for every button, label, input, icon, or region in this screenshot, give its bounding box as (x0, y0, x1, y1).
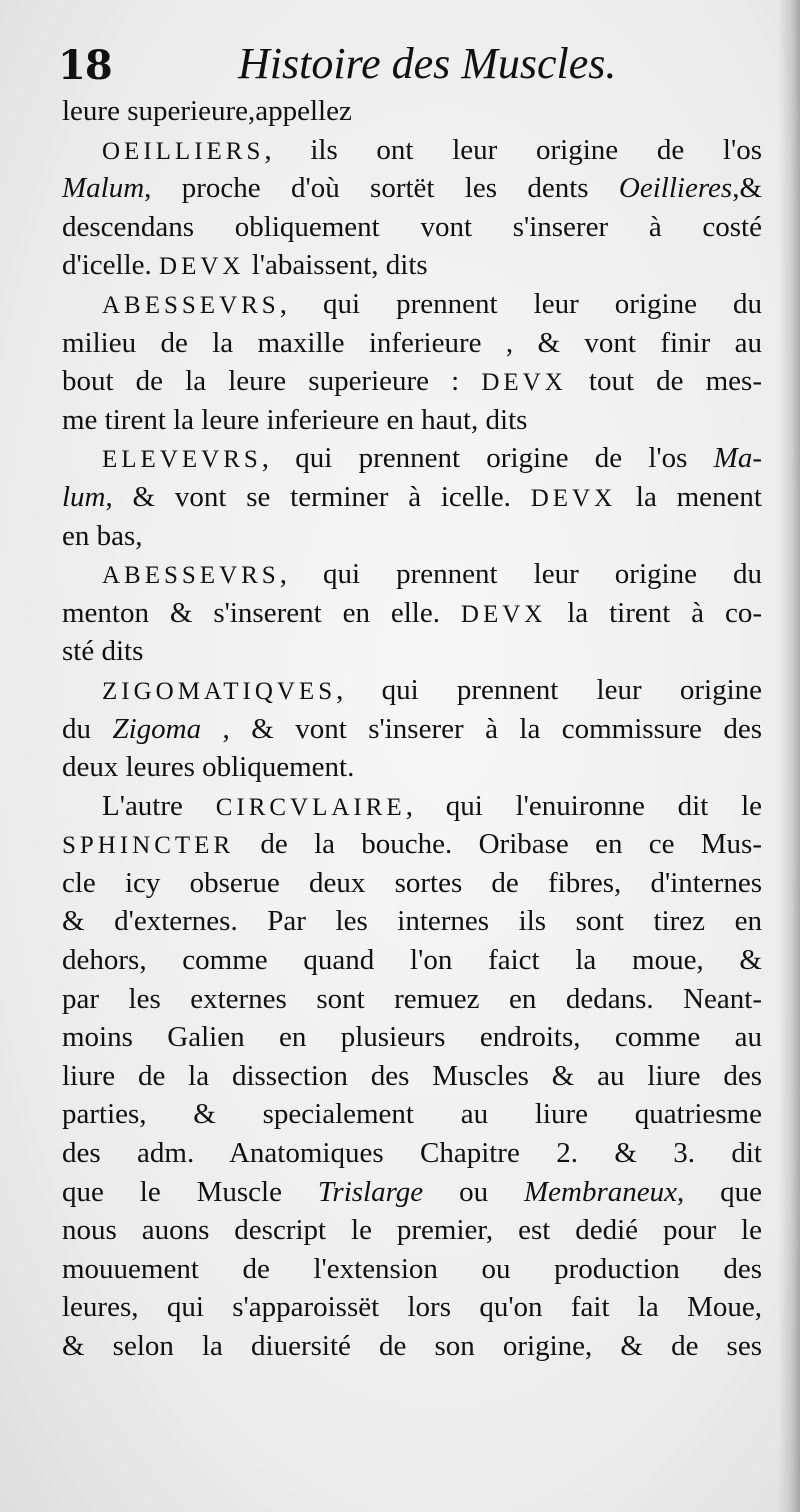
text-line: dehors, comme quand l'on faict la moue, & (62, 944, 762, 977)
text-line: deux leures obliquement. (62, 751, 355, 784)
muscle-name: SPHINCTER (62, 832, 235, 860)
text-line: me tirent la leure inferieure en haut, dits (62, 403, 528, 436)
text-line: cle icy obserue deux sortes de fibres, d'internes (62, 866, 762, 899)
text-line: L'autre CIRCVLAIRE, qui l'enuironne dit le (102, 789, 762, 822)
muscle-name: ELEVEVRS (102, 446, 262, 474)
text-line: & d'externes. Par les internes ils sont tirez en (62, 905, 762, 938)
text-line: mouuement de l'extension ou production des (62, 1252, 762, 1285)
text-line: & selon la diuersité de son origine, & de ses (62, 1330, 762, 1362)
text-line: d'icelle. DEVX l'abaissent, dits (62, 249, 428, 282)
text-line: moins Galien en plusieurs endroits, comme au (62, 1021, 762, 1054)
muscle-name: OEILLIERS (102, 137, 265, 165)
text-line: OEILLIERS, ils ont leur origine de l'os (102, 133, 762, 166)
text-line: SPHINCTER de la bouche. Oribase en ce Mus- (62, 828, 762, 861)
muscle-name: ABESSEVRS (102, 291, 280, 319)
muscle-name: ZIGOMATIQVES (102, 677, 337, 705)
text-line: liure de la dissection des Muscles & au liure des (62, 1059, 762, 1092)
text-line: Malum, proche d'où sortët les dents Oeillieres,& (62, 172, 762, 205)
page-gutter-shadow (778, 0, 800, 1512)
text-line: sté dits (62, 635, 144, 668)
text-line: ABESSEVRS, qui prennent leur origine du (102, 287, 762, 320)
text-line: par les externes sont remuez en dedans. Neant- (62, 982, 762, 1015)
text-line: nous auons descript le premier, est dedié pour le (62, 1214, 762, 1247)
text-line: parties, & specialement au liure quatriesme (62, 1098, 762, 1131)
text-line: milieu de la maxille inferieure , & vont finir au (62, 326, 762, 359)
text-line: en bas, (62, 519, 143, 552)
muscle-name: ABESSEVRS (102, 562, 280, 590)
text-line: ELEVEVRS, qui prennent origine de l'os Ma- (102, 442, 762, 475)
text-line: leures, qui s'apparoissët lors qu'on fait la Moue, (62, 1291, 762, 1324)
running-title: Histoire des Muscles. (238, 39, 617, 88)
text-line: bout de la leure superieure : DEVX tout de mes- (62, 365, 762, 398)
body-text (62, 92, 762, 1366)
page-number: 18 (58, 42, 112, 89)
text-line: descendans obliquement vont s'inserer à costé (62, 210, 762, 243)
muscle-name: CIRCVLAIRE (215, 793, 406, 821)
text-line: ZIGOMATIQVES, qui prennent leur origine (102, 673, 762, 706)
page-header (58, 38, 778, 98)
text-line: du Zigoma , & vont s'inserer à la commissure des (62, 712, 762, 745)
text-line: que le Muscle Trislarge ou Membraneux, que (62, 1175, 763, 1208)
text-line: menton & s'inserent en elle. DEVX la tirent à co- (62, 596, 762, 629)
text-line: des adm. Anatomiques Chapitre 2. & 3. dit (62, 1137, 762, 1170)
text-line: ABESSEVRS, qui prennent leur origine du (102, 558, 762, 591)
text-line: leure superieure,appellez (62, 95, 352, 127)
text-line: lum, & vont se terminer à icelle. DEVX la menent (62, 480, 762, 513)
